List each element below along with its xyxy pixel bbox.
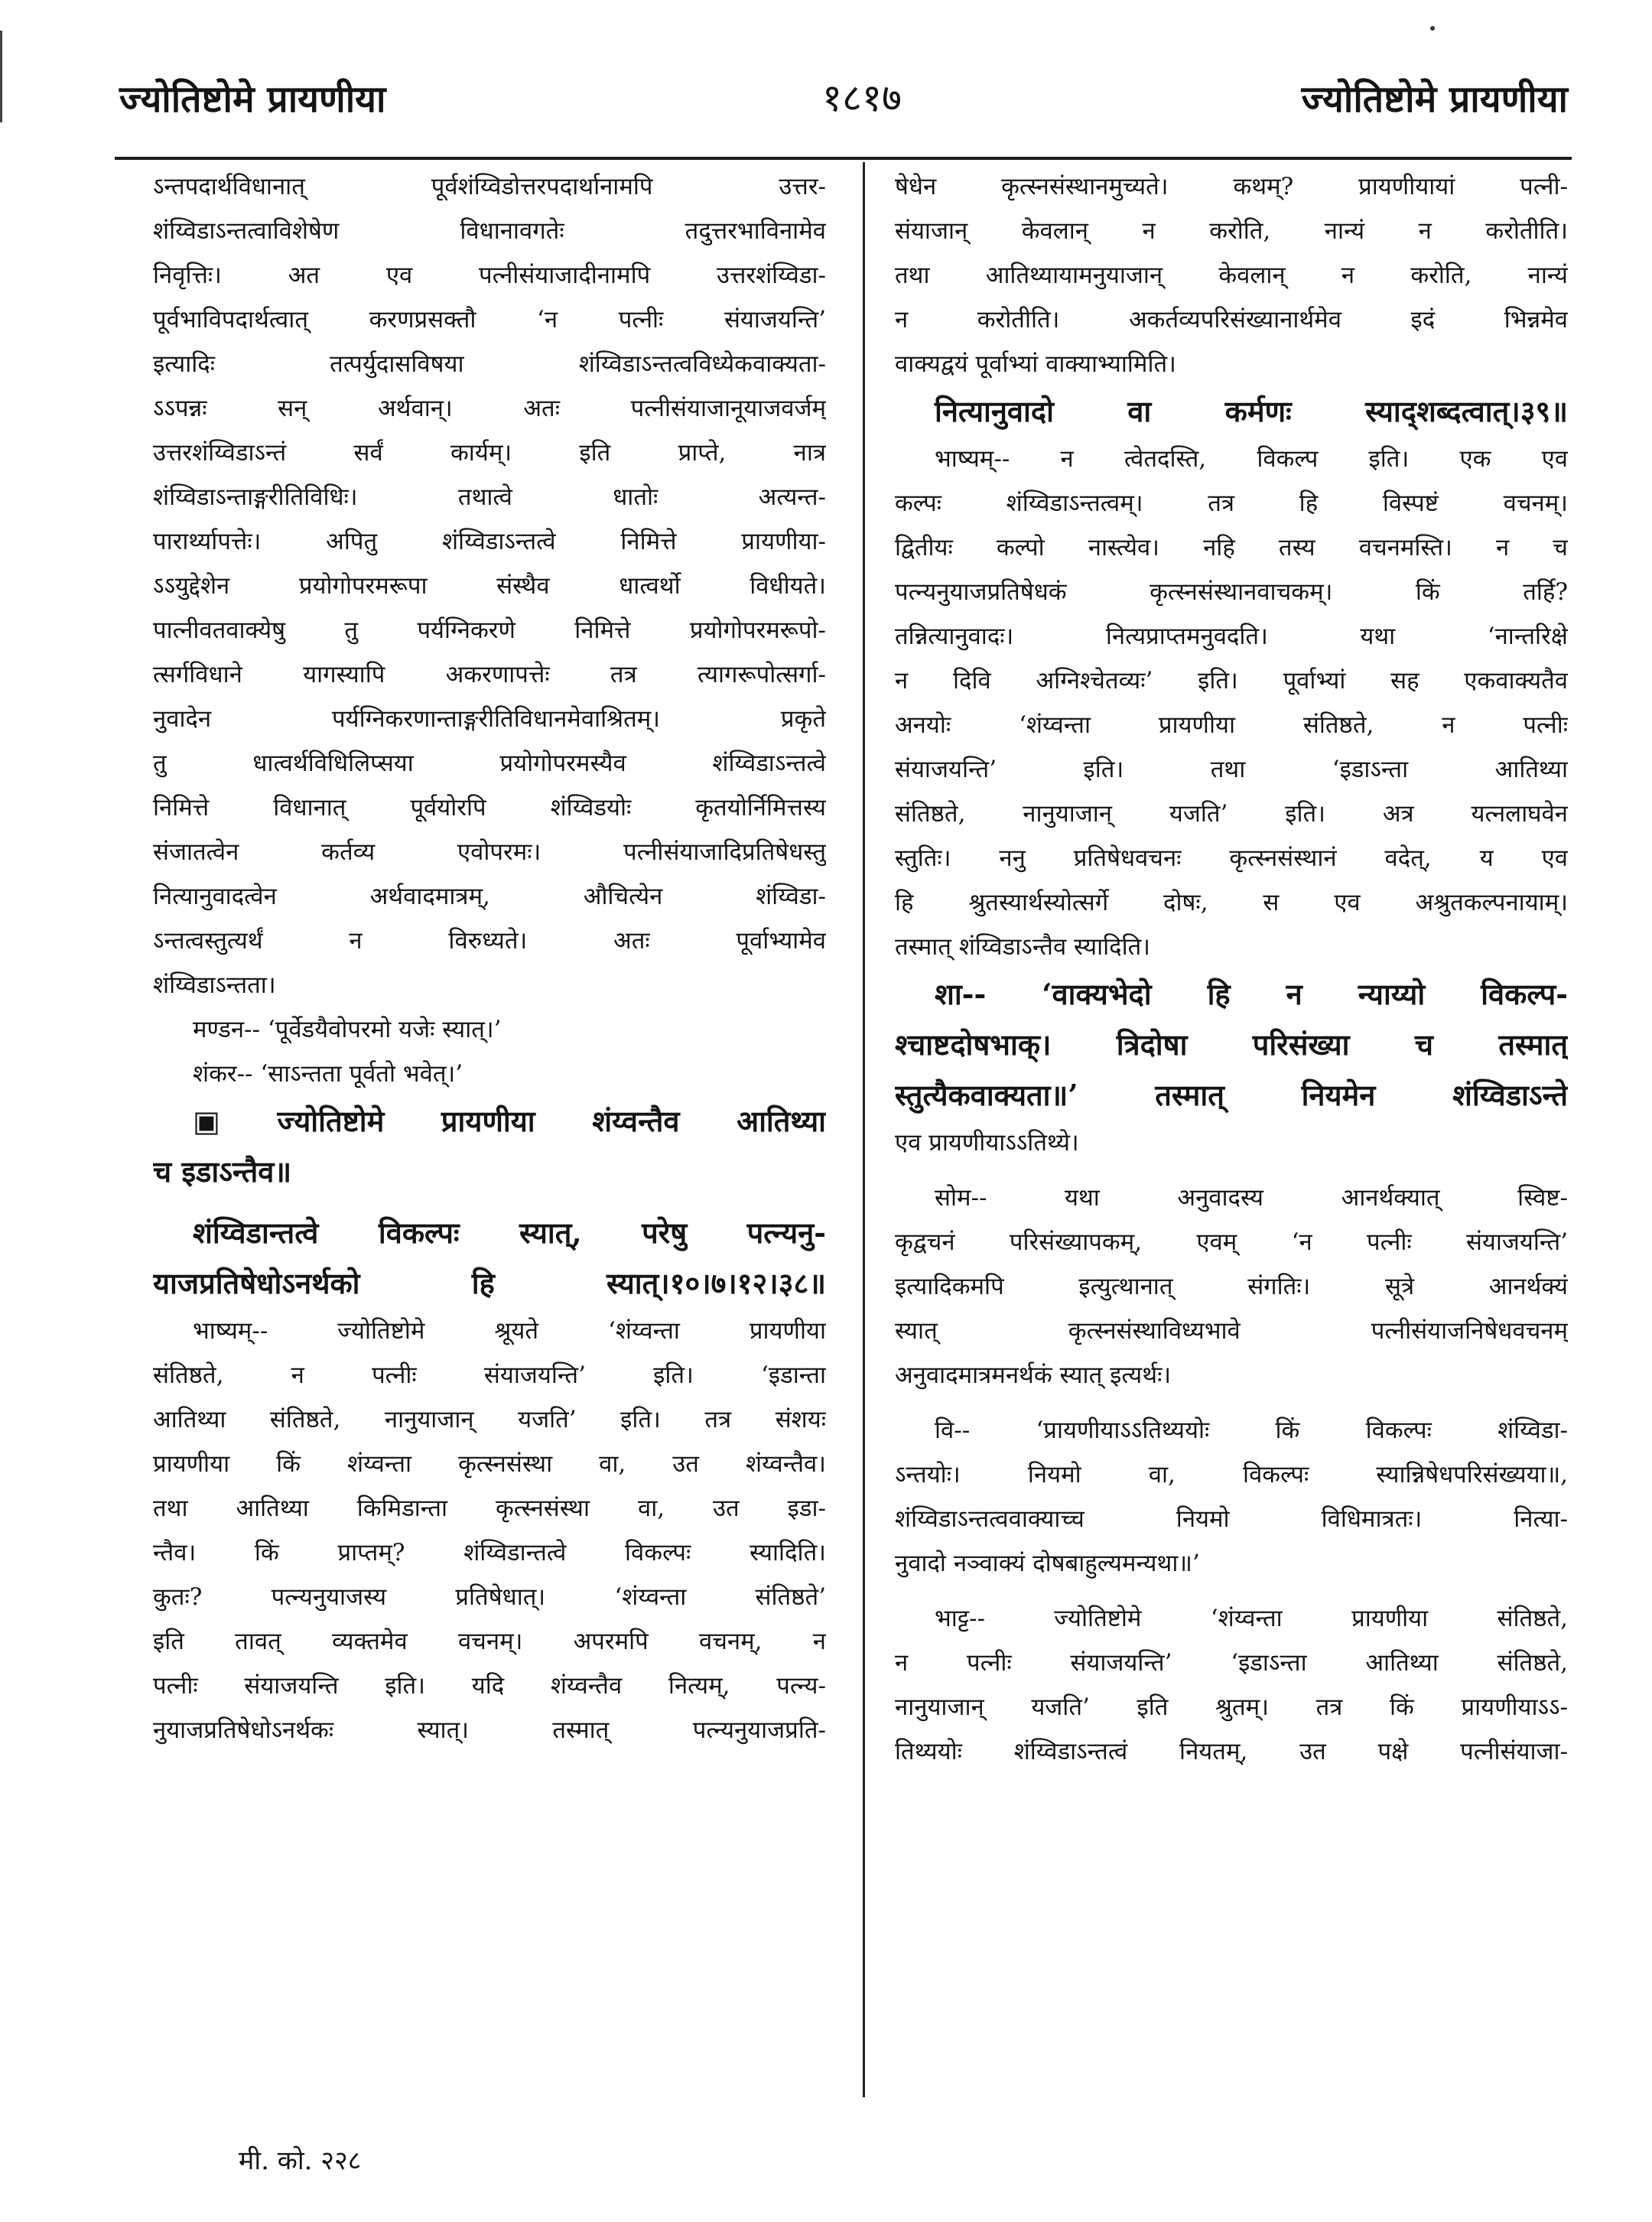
text-line: नुवादो नञ्वाक्यं दोषबाहुल्यमन्यथा॥’ <box>895 1550 1200 1577</box>
text-line: कल्पः शंय्विडाऽन्तत्वम्। तत्र हि विस्पष्टं वचनम्। <box>895 490 1568 517</box>
text-line: भाट्ट-- ज्योतिष्टोमे ‘शंय्वन्ता प्रायणीया संतिष्ठते, <box>935 1605 1568 1632</box>
text-line-heading: याजप्रतिषेधोऽनर्थको हि स्यात्।१०।७।१२।३८॥ <box>153 1266 826 1300</box>
right-column <box>895 164 1568 1774</box>
text-line: तु धात्वर्थविधिलिप्सया प्रयोगोपरमस्यैव शंय्विडाऽन्तत्वे <box>153 750 826 777</box>
text-line: संयाजान् केवलान् न करोति, नान्यं न करोतीति। <box>895 217 1568 245</box>
text-line: पूर्वभाविपदार्थत्वात् करणप्रसक्तौ ‘न पत्नीः संयाजयन्ति’ <box>153 306 826 333</box>
text-line: संयाजयन्ति’ इति। तथा ‘इडाऽन्ता आतिथ्या <box>895 756 1568 783</box>
text-line: तन्नित्यानुवादः। नित्यप्राप्तमनुवदति। यथा ‘नान्तरिक्षे <box>895 623 1568 650</box>
text-line-heading: शा-- ‘वाक्यभेदो हि न न्याय्यो विकल्प- <box>935 977 1568 1011</box>
text-line: शंय्विडाऽन्तत्वाविशेषेण विधानावगतेः तदुत्तरभाविनामेव <box>153 217 826 245</box>
text-line: पत्नीः संयाजयन्ति इति। यदि शंय्वन्तैव नित्यम्, पत्न्य- <box>153 1672 826 1700</box>
text-line-heading: स्तुत्यैकवाक्यता॥’ तस्मात् नियमेन शंय्विडाऽन्ते <box>895 1078 1568 1112</box>
text-line: न दिवि अग्निश्चेतव्यः’ इति। पूर्वाभ्यां सह एकवाक्यतैव <box>895 667 1568 695</box>
text-line: शंय्विडाऽन्तता। <box>153 971 276 999</box>
left-column <box>153 164 826 1752</box>
text-line: संजातत्वेन कर्तव्य एवोपरमः। पत्नीसंयाजादिप्रतिषेधस्तु <box>153 838 826 866</box>
paragraph-gap <box>153 1197 826 1208</box>
text-line: कुतः? पत्न्यनुयाजस्य प्रतिषेधात्। ‘शंय्वन्ता संतिष्ठते’ <box>153 1583 826 1611</box>
text-line: आतिथ्या संतिष्ठते, नानुयाजान् यजति’ इति। तत्र संशयः <box>153 1406 826 1433</box>
text-line: निमित्ते विधानात् पूर्वयोरपि शंय्विडयोः कृतयोर्निमित्तस्य <box>153 794 826 821</box>
text-line: एव प्रायणीयाऽऽतिथ्ये। <box>895 1129 1079 1157</box>
text-line: वाक्यद्वयं पूर्वाभ्यां वाक्याभ्यामिति। <box>895 350 1176 378</box>
footer-signature: मी. को. २२८ <box>239 2146 362 2176</box>
text-line: संतिष्ठते, न पत्नीः संयाजयन्ति’ इति। ‘इडान्ता <box>153 1362 826 1389</box>
text-line: ऽऽपन्नः सन् अर्थवान्। अतः पत्नीसंयाजानूयाजवर्जम् <box>153 395 826 422</box>
text-line: तथा आतिथ्यायामनुयाजान् केवलान् न करोति, नान्यं <box>895 262 1568 289</box>
column-divider <box>863 162 865 2097</box>
text-line: उत्तरशंय्विडाऽन्तं सर्वं कार्यम्। इति प्राप्ते, नात्र <box>153 439 826 467</box>
header-title-left: ज्योतिष्टोमे प्रायणीया <box>119 78 386 121</box>
text-line: न्तैव। किं प्राप्तम्? शंय्विडान्तत्वे विकल्पः स्यादिति। <box>153 1539 826 1566</box>
text-line: नुयाजप्रतिषेधोऽनर्थकः स्यात्। तस्मात् पत्न्यनुयाजप्रति- <box>153 1716 826 1744</box>
paragraph-gap <box>895 1165 1568 1176</box>
text-line: शंकर-- ‘साऽन्तता पूर्वतो भवेत्।’ <box>193 1060 463 1088</box>
text-line: अनुवादमात्रमनर्थकं स्यात् इत्यर्थः। <box>895 1362 1172 1389</box>
text-line: पारार्थ्यापत्तेः। अपितु शंय्विडाऽन्तत्वे निमित्ते प्रायणीया- <box>153 528 826 555</box>
text-line-heading: च इडाऽन्तैव॥ <box>153 1154 292 1189</box>
text-line: त्सर्गविधाने यागस्यापि अकरणापत्तेः तत्र त्यागरूपोत्सर्गा- <box>153 661 826 688</box>
text-line: न पत्नीः संयाजयन्ति’ ‘इडाऽन्ता आतिथ्या संतिष्ठते, <box>895 1649 1568 1677</box>
text-line: नुवादेन पर्यग्निकरणान्ताङ्गरीतिविधानमेवाश्रितम्। प्रकृते <box>153 705 826 733</box>
text-line: ऽन्तयोः। नियमो वा, विकल्पः स्यान्निषेधपरिसंख्यया॥, <box>895 1461 1568 1488</box>
page-edge-mark <box>0 31 2 122</box>
text-line: भाष्यम्-- ज्योतिष्टोमे श्रूयते ‘शंय्वन्ता प्रायणीया <box>193 1317 826 1345</box>
text-line: कृद्वचनं परिसंख्यापकम्, एवम् ‘न पत्नीः संयाजयन्ति’ <box>895 1228 1568 1256</box>
text-line: प्रायणीया किं शंय्वन्ता कृत्स्नसंस्था वा, उत शंय्वन्तैव। <box>153 1450 826 1478</box>
text-line: निवृत्तिः। अत एव पत्नीसंयाजादीनामपि उत्तरशंय्विडा- <box>153 262 826 289</box>
text-line: भाष्यम्-- न त्वेतदस्ति, विकल्प इति। एक एव <box>935 445 1568 473</box>
text-line: ऽऽयुद्देशेन प्रयोगोपरमरूपा संस्थैव धात्वर्थो विधीयते। <box>153 572 826 600</box>
text-line: ऽन्तपदार्थविधानात् पूर्वशंय्विडोत्तरपदार्थानामपि उत्तर- <box>153 173 826 200</box>
text-line: ऽन्तत्वस्तुत्यर्थं न विरुध्यते। अतः पूर्वाभ्यामेव <box>153 927 826 955</box>
text-line: पात्नीवतवाक्येषु तु पर्यग्निकरणे निमित्ते प्रयोगोपरमरूपो- <box>153 616 826 644</box>
text-line: नानुयाजान् यजति’ इति श्रुतम्। तत्र किं प्रायणीयाऽऽ- <box>895 1693 1568 1721</box>
text-line: इत्यादिकमपि इत्युत्थानात् संगतिः। सूत्रे आनर्थक्यं <box>895 1273 1568 1300</box>
text-line: सोम-- यथा अनुवादस्य आनर्थक्यात् स्विष्ट- <box>935 1184 1568 1212</box>
text-line: नित्यानुवादत्वेन अर्थवादमात्रम्, औचित्येन शंय्विडा- <box>153 883 826 910</box>
text-line: स्तुतिः। ननु प्रतिषेधवचनः कृत्स्नसंस्थानं वदेत्, य एव <box>895 844 1568 872</box>
text-line-heading: नित्यानुवादो वा कर्मणः स्याद्शब्दत्वात्।३९॥ <box>935 394 1568 428</box>
text-line: तस्मात् शंय्विडाऽन्तैव स्यादिति। <box>895 933 1151 961</box>
text-line: पत्न्यनुयाजप्रतिषेधकं कृत्स्नसंस्थानवाचकम्। किं तर्हि? <box>895 578 1568 606</box>
speck-mark <box>1430 26 1435 31</box>
page-number: १८१७ <box>822 76 902 120</box>
text-line: अनयोः ‘शंय्वन्ता प्रायणीया संतिष्ठते, न पत्नीः <box>895 711 1568 739</box>
text-line: न करोतीति। अकर्तव्यपरिसंख्यानार्थमेव इदं भिन्नमेव <box>895 306 1568 333</box>
text-line: इति तावत् व्यक्तमेव वचनम्। अपरमपि वचनम्, न <box>153 1628 826 1655</box>
text-line: षेधेन कृत्स्नसंस्थानमुच्यते। कथम्? प्रायणीयायां पत्नी- <box>895 173 1568 200</box>
text-line: संतिष्ठते, नानुयाजान् यजति’ इति। अत्र यत्नलाघवेन <box>895 800 1568 828</box>
text-line: शंय्विडाऽन्ताङ्गरीतिविधिः। तथात्वे धातोः अत्यन्त- <box>153 483 826 511</box>
text-line: वि-- ‘प्रायणीयाऽऽतिथ्ययोः किं विकल्पः शंय्विडा- <box>935 1417 1568 1444</box>
paragraph-gap <box>895 1586 1568 1596</box>
text-line: हि श्रुतस्यार्थस्योत्सर्गे दोषः, स एव अश्रुतकल्पनायाम्। <box>895 889 1568 916</box>
header-rule <box>115 157 1572 160</box>
header-title-right: ज्योतिष्टोमे प्रायणीया <box>1301 78 1568 121</box>
text-line: स्यात् कृत्स्नसंस्थाविध्यभावे पत्नीसंयाजनिषेधवचनम् <box>895 1317 1568 1345</box>
text-line-heading: शंय्विडान्तत्वे विकल्पः स्यात्, परेषु पत्न्यनु- <box>193 1215 826 1250</box>
text-line-heading: श्चाष्टदोषभाक्। त्रिदोषा परिसंख्या च तस्मात् <box>895 1027 1568 1062</box>
text-line: मण्डन-- ‘पूर्वेडयैवोपरमो यजेः स्यात्।’ <box>193 1016 502 1043</box>
text-line: इत्यादिः तत्पर्युदासविषया शंय्विडाऽन्तत्वविध्येकवाक्यता- <box>153 350 826 378</box>
running-header <box>115 67 1568 129</box>
text-line: तथा आतिथ्या किमिडान्ता कृत्स्नसंस्था वा, उत इडा- <box>153 1495 826 1522</box>
paragraph-gap <box>895 1397 1568 1408</box>
text-line-heading: ▣ ज्योतिष्टोमे प्रायणीया शंय्वन्तैव आतिथ्या <box>193 1104 826 1138</box>
text-line: तिथ्ययोः शंय्विडाऽन्तत्वं नियतम्, उत पक्षे पत्नीसंयाजा- <box>895 1738 1568 1765</box>
text-line: शंय्विडाऽन्तत्ववाक्याच्च नियमो विधिमात्रतः। नित्या- <box>895 1505 1568 1533</box>
text-line: द्वितीयः कल्पो नास्त्येव। नहि तस्य वचनमस्ति। न च <box>895 534 1568 561</box>
